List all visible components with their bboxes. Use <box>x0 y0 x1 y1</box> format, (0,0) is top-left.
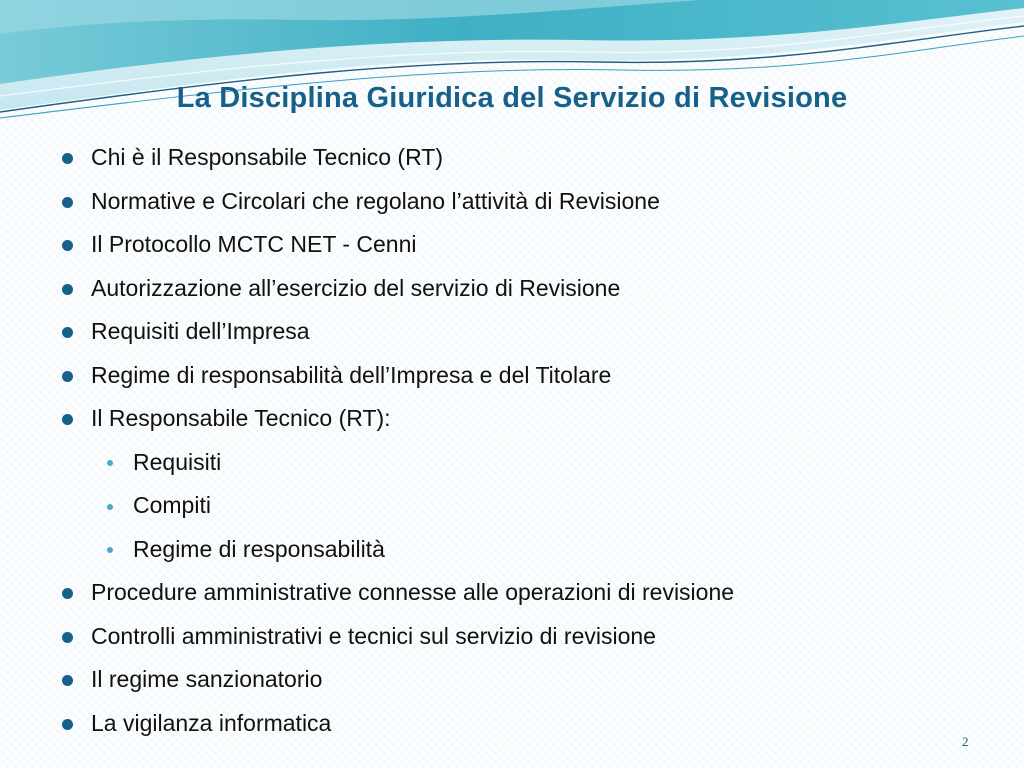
list-item <box>58 354 998 398</box>
sub-list-item <box>58 528 998 572</box>
list-item-text: Normative e Circolari che regolano l’attività di Revisione <box>91 187 660 214</box>
sub-list-item-text: Regime di responsabilità <box>133 535 385 562</box>
list-item <box>58 658 998 702</box>
page-number: 2 <box>962 734 969 749</box>
sub-list-item-text: Compiti <box>133 492 211 518</box>
list-item-text: Il Protocollo MCTC NET - Cenni <box>91 231 417 257</box>
sub-list-item <box>58 441 998 485</box>
sub-bullet-dot-icon <box>107 504 113 510</box>
bullet-dot-icon <box>62 719 73 730</box>
list-item <box>58 136 998 180</box>
list-item-text: Il regime sanzionatorio <box>91 666 323 692</box>
slide-title: La Disciplina Giuridica del Servizio di Revisione <box>176 82 848 114</box>
list-item-text: Controlli amministrativi e tecnici sul servizio di revisione <box>91 622 656 649</box>
list-item <box>58 180 998 224</box>
list-item-text: Requisiti dell’Impresa <box>91 318 310 344</box>
list-item-text: Chi è il Responsabile Tecnico (RT) <box>91 144 443 170</box>
list-item-text: Il Responsabile Tecnico (RT): <box>91 405 391 431</box>
bullet-dot-icon <box>62 327 73 338</box>
list-item-text: Autorizzazione all’esercizio del servizio di Revisione <box>91 274 621 301</box>
bullet-dot-icon <box>62 675 73 686</box>
list-item <box>58 223 998 267</box>
bullet-dot-icon <box>62 197 73 208</box>
bullet-dot-icon <box>62 153 73 164</box>
bullet-dot-icon <box>62 632 73 643</box>
sub-list-item <box>58 484 998 528</box>
list-item-text: La vigilanza informatica <box>91 709 332 736</box>
list-item <box>58 571 998 615</box>
bullet-list <box>58 136 998 745</box>
list-item-text: Regime di responsabilità dell’Impresa e del Titolare <box>91 361 612 388</box>
bullet-dot-icon <box>62 588 73 599</box>
bullet-dot-icon <box>62 284 73 295</box>
bullet-dot-icon <box>62 371 73 382</box>
list-item <box>58 397 998 441</box>
sub-bullet-dot-icon <box>107 547 113 553</box>
bullet-dot-icon <box>62 414 73 425</box>
sub-bullet-dot-icon <box>107 460 113 466</box>
list-item-text: Procedure amministrative connesse alle operazioni di revisione <box>91 579 735 605</box>
sub-list-item-text: Requisiti <box>133 448 222 475</box>
list-item <box>58 310 998 354</box>
bullet-dot-icon <box>62 240 73 251</box>
list-item <box>58 615 998 659</box>
list-item <box>58 702 998 746</box>
list-item <box>58 267 998 311</box>
